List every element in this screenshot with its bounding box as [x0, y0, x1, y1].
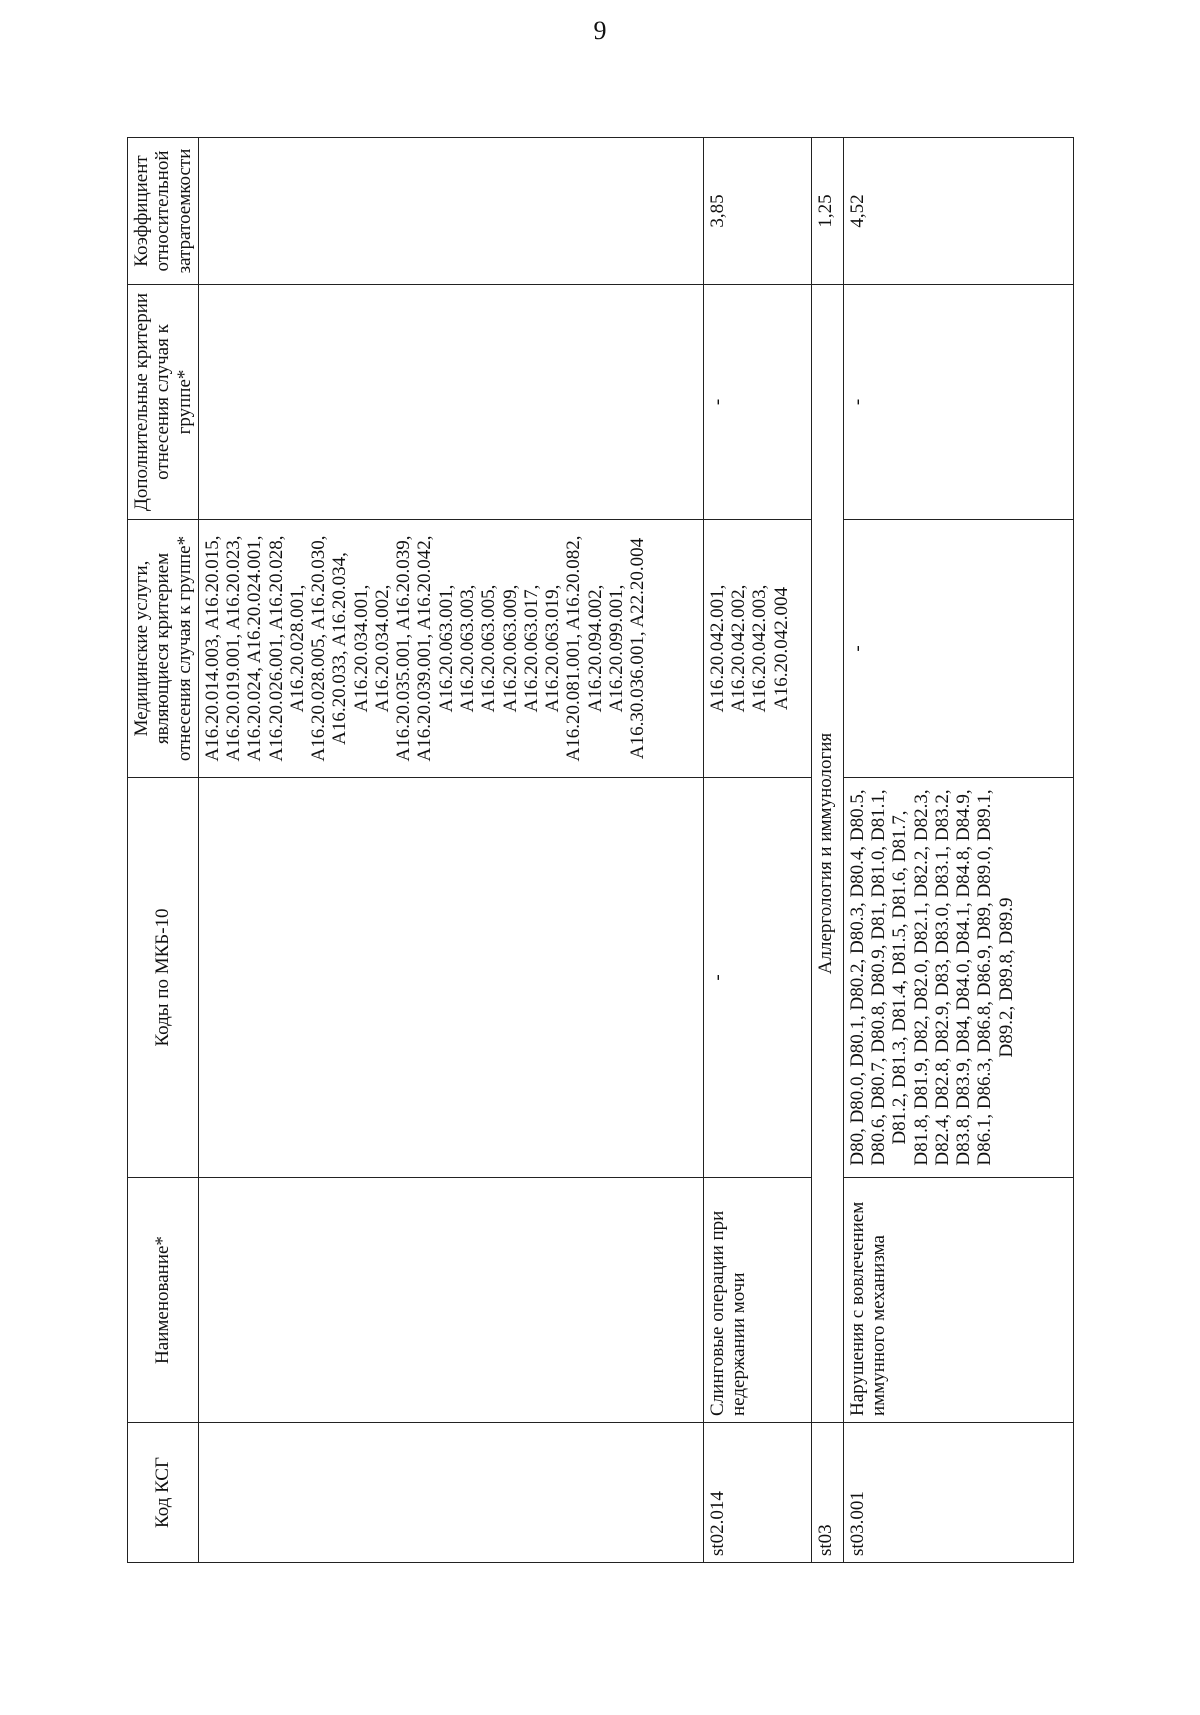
cell-icd: -: [703, 778, 811, 1178]
table-header-row: [128, 138, 199, 1563]
cell-coef: 4,52: [843, 138, 1073, 285]
rotated-table-container: [127, 138, 1072, 1563]
header-coef: Коэффициент относительной затратоемкости: [128, 138, 199, 285]
table-row: [843, 138, 1073, 1563]
table-row: [703, 138, 811, 1563]
cell-code: st02.014: [703, 1423, 811, 1563]
cell-extra: -: [703, 285, 811, 520]
ksg-table: [127, 137, 1074, 1563]
header-code: Код КСГ: [128, 1423, 199, 1563]
cell-code: st03.001: [843, 1423, 1073, 1563]
section-row: [811, 138, 843, 1563]
header-services: Медицинские услуги, являющиеся критерием отнесения случая к группе*: [128, 520, 199, 778]
cell-extra: [198, 285, 703, 520]
cell-name: [198, 1178, 703, 1423]
cell-services: -: [843, 520, 1073, 778]
cell-icd: [198, 778, 703, 1178]
cell-services: A16.20.042.001, A16.20.042.002, A16.20.042.003, A16.20.042.004: [703, 520, 811, 778]
cell-services: A16.20.014.003, A16.20.015, A16.20.019.001, A16.20.023, A16.20.024, A16.20.024.001, A16.20.026.001, A16.20.028, A16.20.028.001, A16.20.028.005, A16.20.030, A16.20.033, A16.20.034, A16.20.034.001, A16.20.034.002, A16.20.035.001, A16.20.039, A16.20.039.001, A16.20.042, A16.20.063.001, A16.20.063.003, A16.20.063.005, A16.20.063.009, A16.20.063.017, A16.20.063.019, A16.20.081.001, A16.20.082, A16.20.094.002, A16.20.099.001, A16.30.036.001, A22.20.004: [198, 520, 703, 778]
header-icd: Коды по МКБ-10: [128, 778, 199, 1178]
page-number: 9: [593, 16, 607, 45]
section-title: Аллергология и иммунология: [811, 285, 843, 1423]
cell-icd: D80, D80.0, D80.1, D80.2, D80.3, D80.4, D80.5, D80.6, D80.7, D80.8, D80.9, D81, D81.0, D81.1, D81.2, D81.3, D81.4, D81.5, D81.6, D81.7, D81.8, D81.9, D82, D82.0, D82.1, D82.2, D82.3, D82.4, D82.8, D82.9, D83, D83.0, D83.1, D83.2, D83.8, D83.9, D84, D84.0, D84.1, D84.8, D84.9, D86.1, D86.3, D86.8, D86.9, D89, D89.0, D89.1, D89.2, D89.8, D89.9: [843, 778, 1073, 1178]
cell-coef: 1,25: [811, 138, 843, 285]
header-name: Наименование*: [128, 1178, 199, 1423]
header-extra: Дополнительные критерии отнесения случая к группе*: [128, 285, 199, 520]
cell-coef: [198, 138, 703, 285]
cell-name: Слинговые операции при недержании мочи: [703, 1178, 811, 1423]
cell-code: [198, 1423, 703, 1563]
cell-code: st03: [811, 1423, 843, 1563]
cell-extra: -: [843, 285, 1073, 520]
cell-name: Нарушения с вовлечением иммунного механизма: [843, 1178, 1073, 1423]
table-row: [198, 138, 703, 1563]
cell-coef: 3,85: [703, 138, 811, 285]
